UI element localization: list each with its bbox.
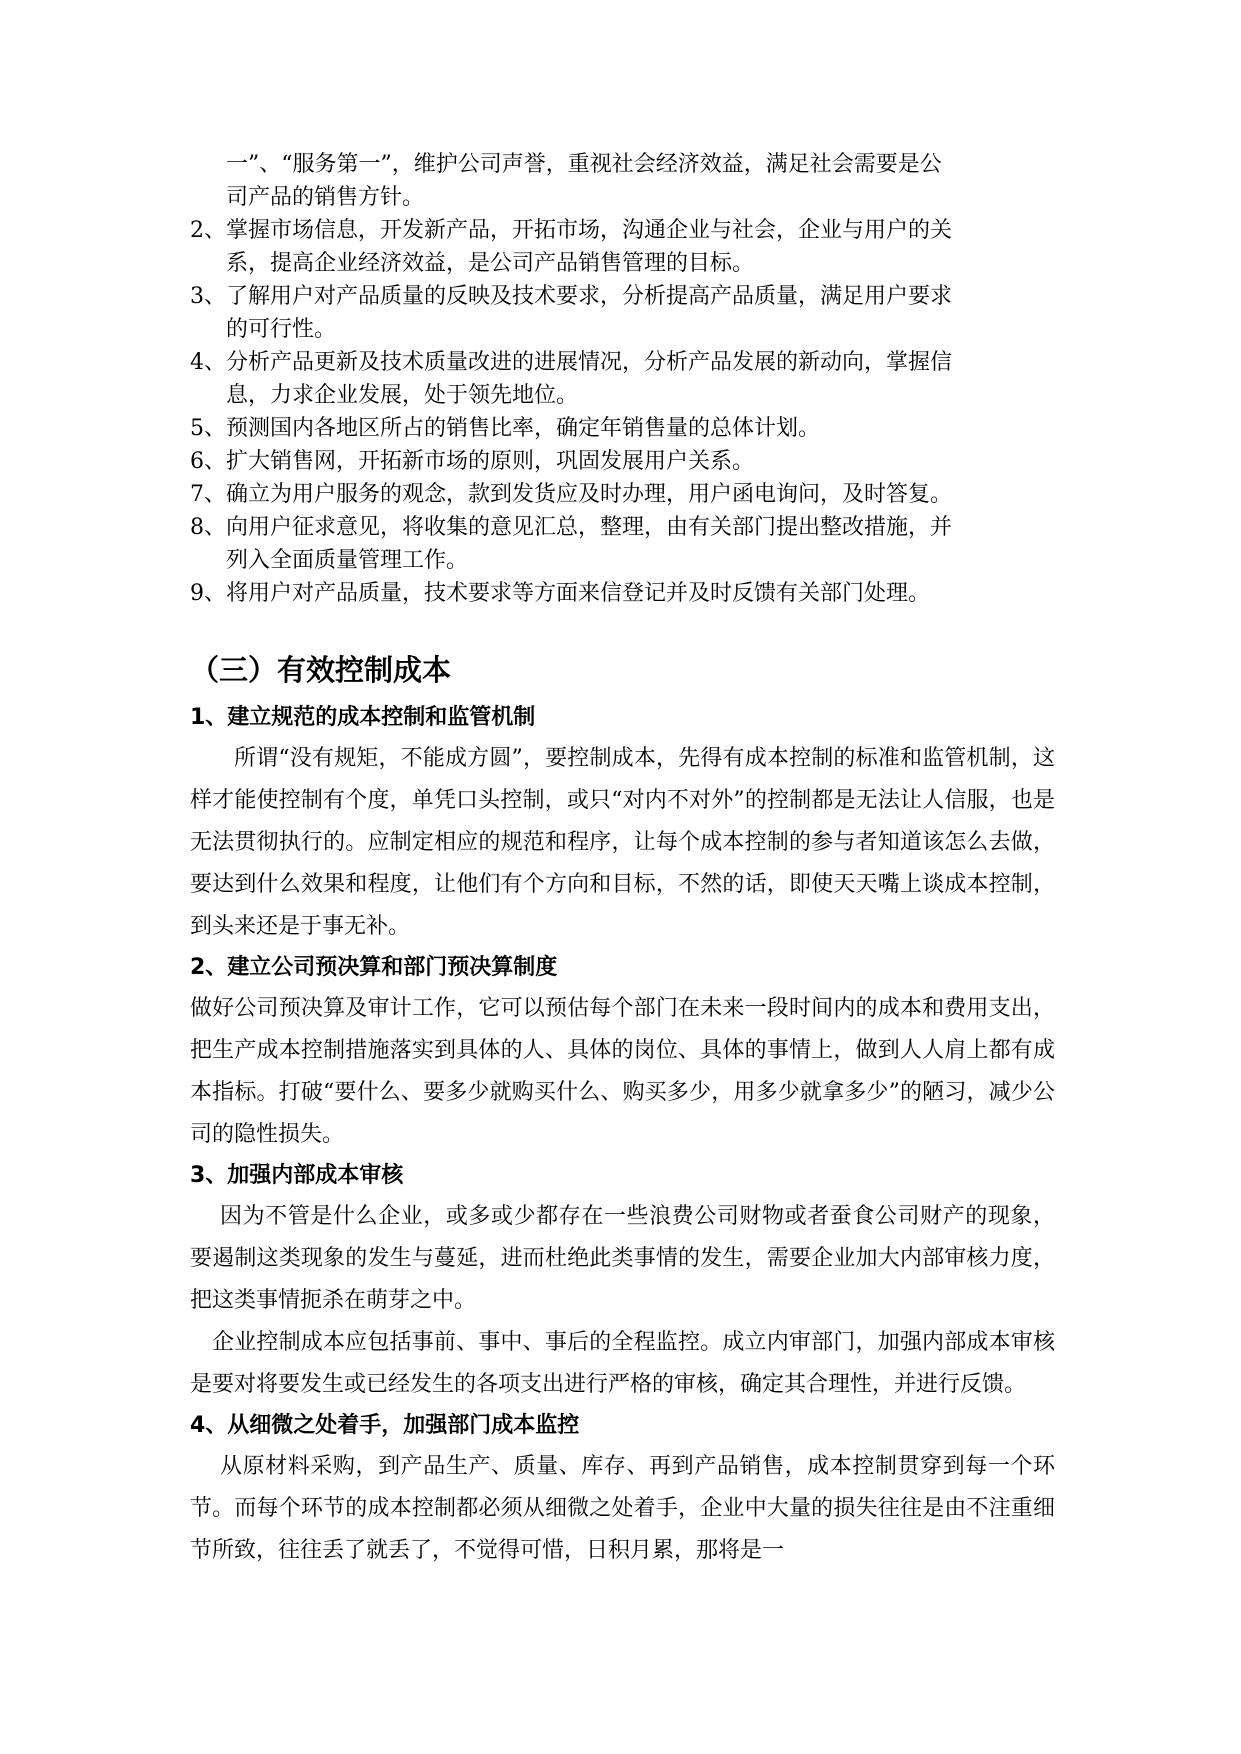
list-item — [190, 346, 1055, 412]
subsection-2-paragraph: 做好公司预决算及审计工作，它可以预估每个部门在未来一段时间内的成本和费用支出，把生产成本控制措施落实到具体的人、具体的岗位、具体的事情上，做到人人肩上都有成本指标。打破“要什么、要多少就购买什么、购买多少，用多少就拿多少”的陋习，减少公司的隐性损失。 — [190, 996, 1055, 1147]
list-item-continuation: 列入全面质量管理工作。 — [226, 548, 469, 573]
list-item — [190, 577, 1055, 610]
sales-policy-list — [190, 214, 1055, 610]
list-intro-line-2: 司产品的销售方针。 — [226, 185, 425, 210]
subsection-heading-4: 4、从细微之处着手，加强部门成本监控 — [190, 1413, 580, 1438]
list-intro — [190, 148, 1055, 214]
list-item-text: 9、将用户对产品质量，技术要求等方面来信登记并及时反馈有关部门处理。 — [190, 581, 930, 606]
section-heading: （三）有效控制成本 — [190, 653, 452, 687]
list-item-continuation: 息，力求企业发展，处于领先地位。 — [226, 383, 579, 408]
page-content — [190, 148, 1055, 1572]
subsection-3-paragraph-2: 企业控制成本应包括事前、事中、事后的全程监控。成立内审部门，加强内部成本审核是要对将要发生或已经发生的各项支出进行严格的审核，确定其合理性，并进行反馈。 — [190, 1330, 1055, 1397]
subsection-1-paragraph: 所谓“没有规矩，不能成方圆”，要控制成本，先得有成本控制的标准和监管机制，这样才能使控制有个度，单凭口头控制，或只“对内不对外”的控制都是无法让人信服，也是无法贯彻执行的。应制定相应的规范和程序，让每个成本控制的参与者知道该怎么去做，要达到什么效果和程度，让他们有个方向和目标，不然的话，即使天天嘴上谈成本控制，到头来还是于事无补。 — [190, 746, 1055, 939]
list-item — [190, 214, 1055, 280]
list-item — [190, 280, 1055, 346]
list-item-continuation: 系，提高企业经济效益，是公司产品销售管理的目标。 — [226, 251, 755, 276]
subsection-4-paragraph: 从原材料采购，到产品生产、质量、库存、再到产品销售，成本控制贯穿到每一个环节。而每个环节的成本控制都必须从细微之处着手，企业中大量的损失往往是由不注重细节所致，往往丢了就丢了，不觉得可惜，日积月累，那将是一 — [190, 1454, 1055, 1563]
list-item — [190, 445, 1055, 478]
list-item-text: 3、了解用户对产品质量的反映及技术要求，分析提高产品质量，满足用户要求 — [190, 284, 952, 309]
list-item-text: 5、预测国内各地区所占的销售比率，确定年销售量的总体计划。 — [190, 416, 820, 441]
list-item-text: 8、向用户征求意见，将收集的意见汇总，整理，由有关部门提出整改措施，并 — [190, 515, 952, 540]
subsection-3-paragraph-1: 因为不管是什么企业，或多或少都存在一些浪费公司财物或者蚕食公司财产的现象，要遏制这类现象的发生与蔓延，进而杜绝此类事情的发生，需要企业加大内部审核力度，把这类事情扼杀在萌芽之中。 — [190, 1204, 1055, 1313]
subsection-heading-2: 2、建立公司预决算和部门预决算制度 — [190, 955, 558, 980]
list-item — [190, 412, 1055, 445]
list-item — [190, 511, 1055, 577]
list-item — [190, 478, 1055, 511]
subsection-heading-1: 1、建立规范的成本控制和监管机制 — [190, 705, 536, 730]
list-intro-line-1: 一”、“服务第一”，维护公司声誉，重视社会经济效益，满足社会需要是公 — [226, 152, 942, 177]
list-item-text: 2、掌握市场信息，开发新产品，开拓市场，沟通企业与社会，企业与用户的关 — [190, 218, 952, 243]
subsection-heading-3: 3、加强内部成本审核 — [190, 1163, 404, 1188]
list-item-text: 4、分析产品更新及技术质量改进的进展情况，分析产品发展的新动向，掌握信 — [190, 350, 952, 375]
list-item-text: 6、扩大销售网，开拓新市场的原则，巩固发展用户关系。 — [190, 449, 754, 474]
list-item-continuation: 的可行性。 — [226, 317, 337, 342]
list-item-text: 7、确立为用户服务的观念，款到发货应及时办理，用户函电询问，及时答复。 — [190, 482, 952, 507]
